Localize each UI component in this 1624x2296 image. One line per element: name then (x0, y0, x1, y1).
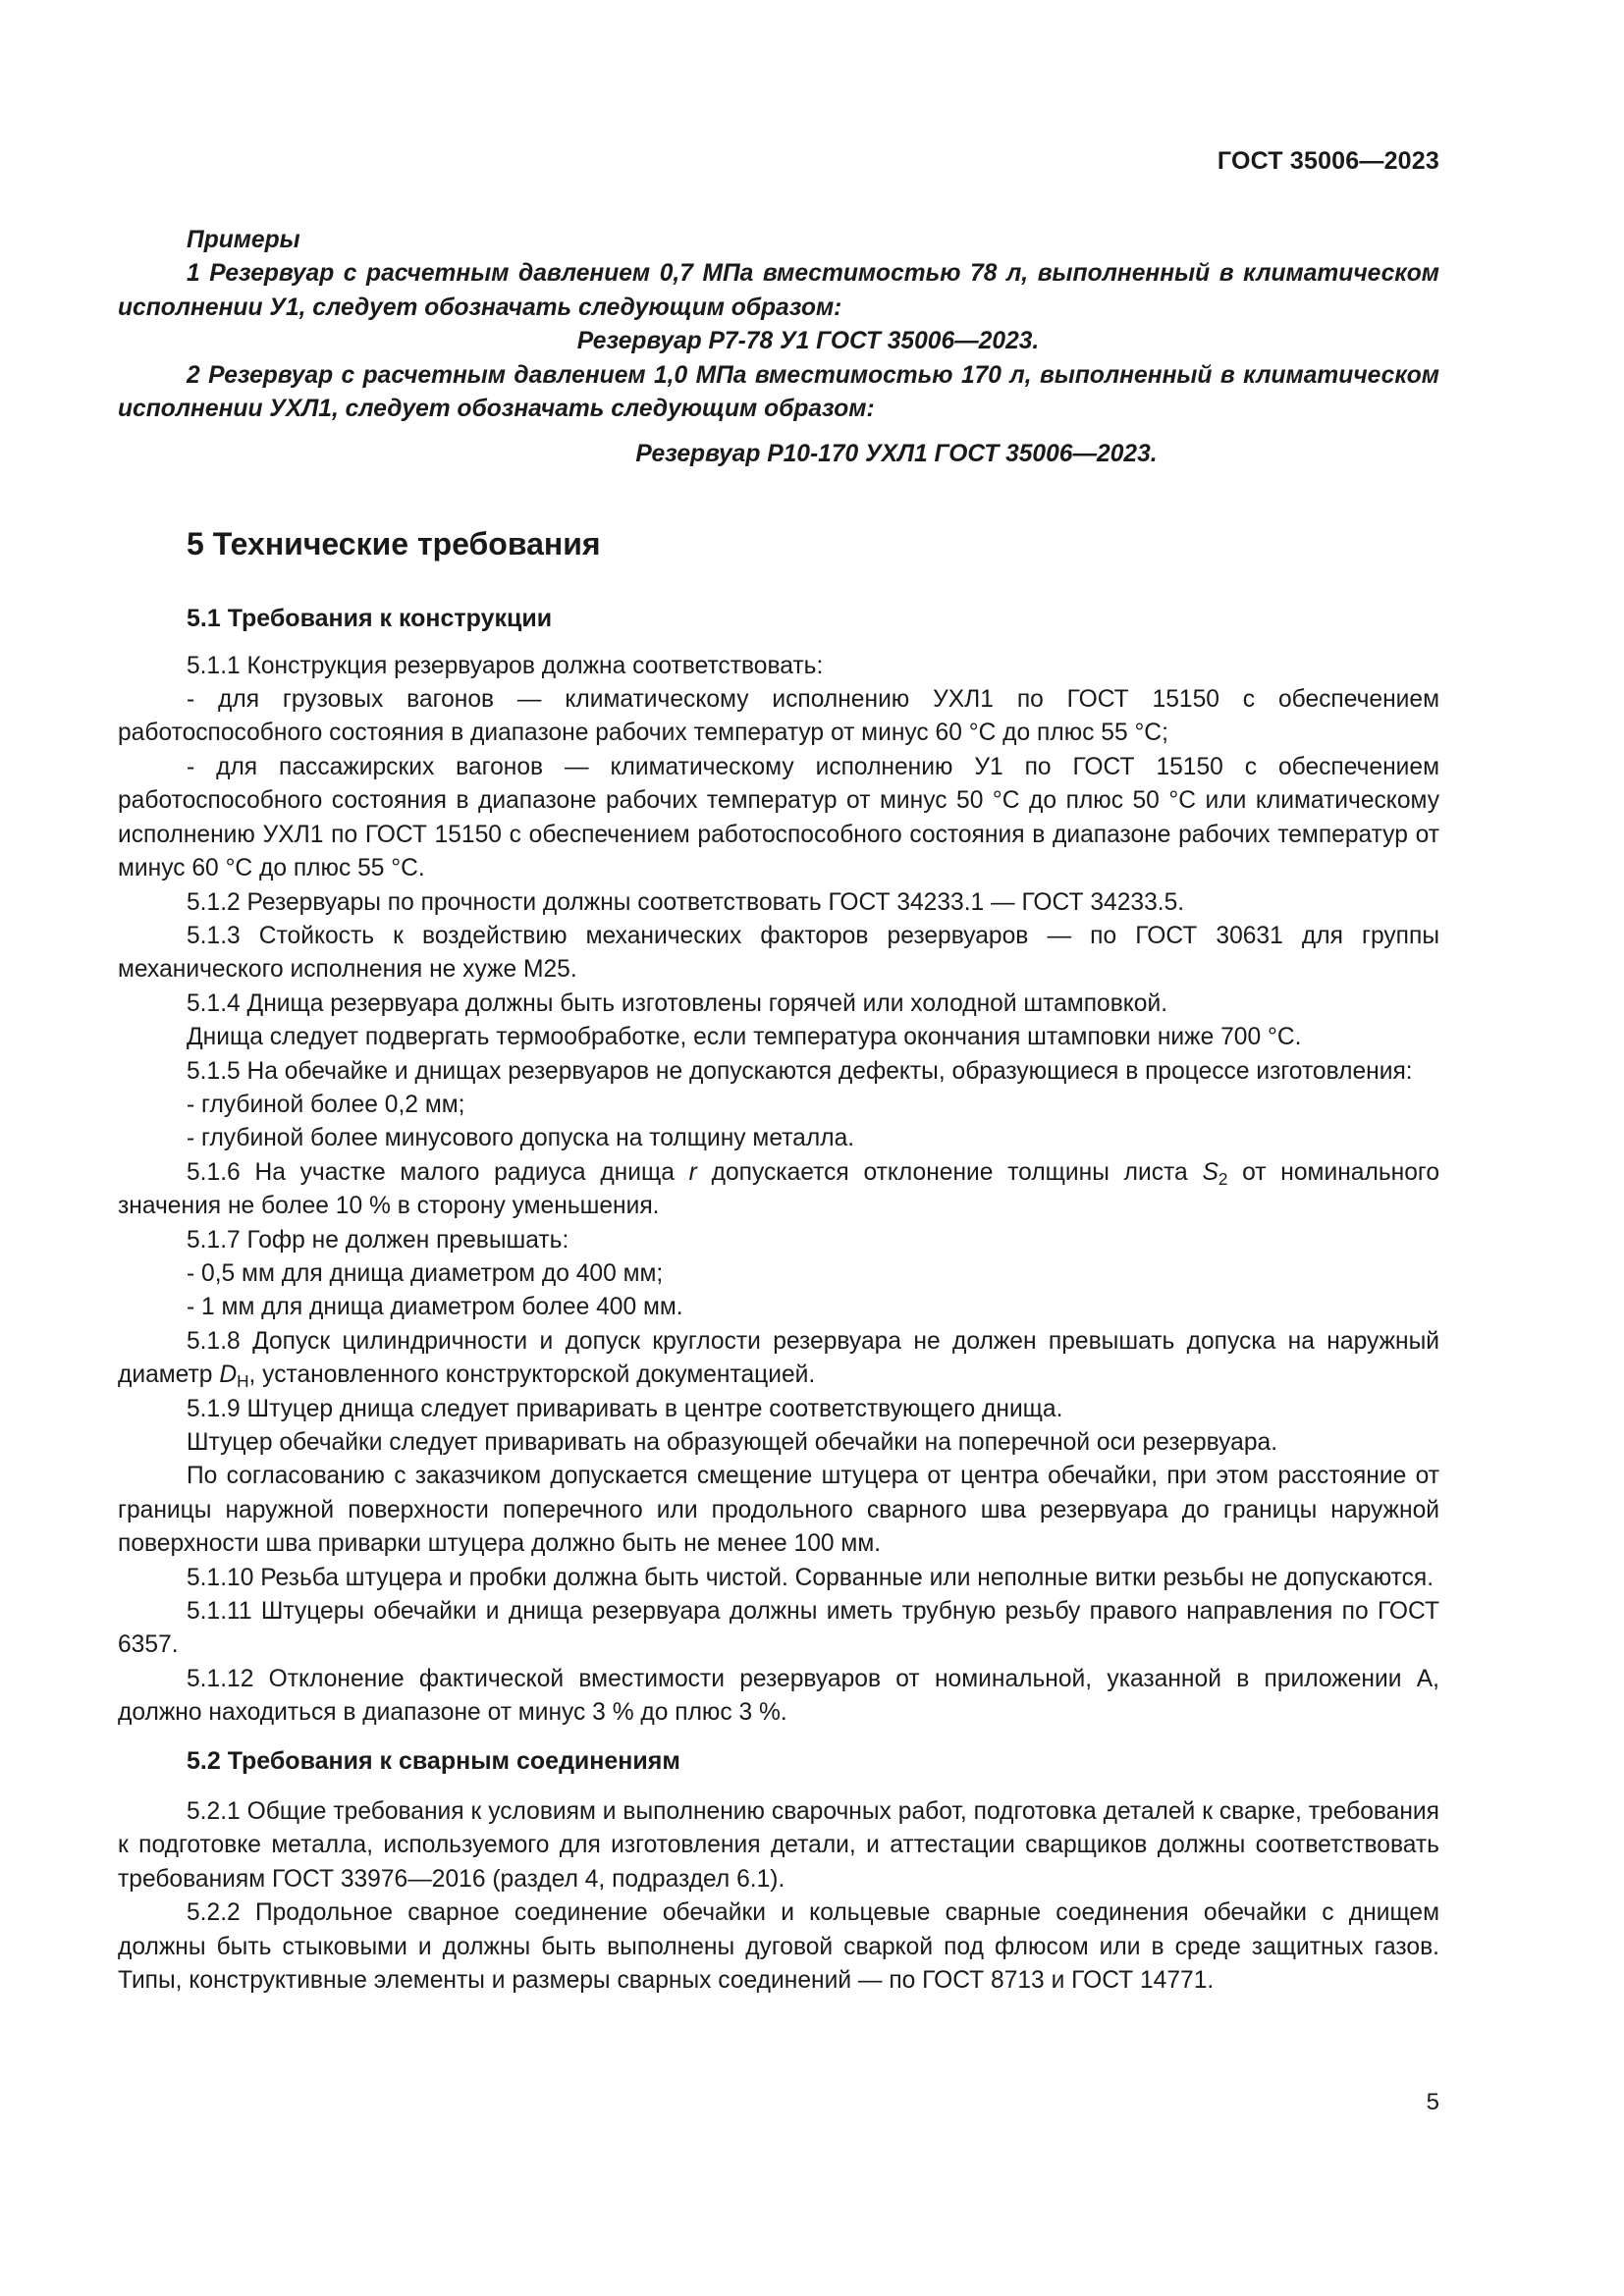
clause-5-1-8-pre: 5.1.8 Допуск цилиндричности и допуск круглости резервуара не должен превышать допуска на наружный диаметр (118, 1327, 1439, 1389)
clause-5-1-7: 5.1.7 Гофр не должен превышать: (187, 1226, 569, 1254)
example-1-text: 1 Резервуар с расчетным давлением 0,7 МПа вместимостью 78 л, выполненный в климатическом исполнении У1, следует обозначать следующим образом: (118, 260, 1439, 321)
subsection-5-2-heading: 5.2 Требования к сварным соединениям (187, 1746, 680, 1775)
clause-5-1-1: 5.1.1 Конструкция резервуаров должна соответствовать: (187, 652, 824, 679)
clause-5-1-1-item-b: - для пассажирских вагонов — климатическому исполнению У1 по ГОСТ 15150 с обеспечением работоспособного состояния в диапазоне рабочих температур от минус 50 °С до плюс 50 °С или климатическому исполнению УХЛ1 по ГОСТ 15150 с обеспечением работоспособного состояния в диапазоне рабочих температур от минус 60 °С до плюс 55 °С. (118, 753, 1439, 882)
clause-5-1-9-b: Штуцер обечайки следует приваривать на образующей обечайки на поперечной оси резервуара. (187, 1429, 1278, 1456)
clause-5-1-6-pre: 5.1.6 На участке малого радиуса днища (187, 1158, 689, 1186)
diameter-symbol: D (219, 1362, 238, 1389)
example-2-text: 2 Резервуар с расчетным давлением 1,0 МПа вместимостью 170 л, выполненный в климатическом исполнении УХЛ1, следует обозначать следующим образом: (118, 361, 1439, 423)
clause-5-1-3: 5.1.3 Стойкость к воздействию механических факторов резервуаров — по ГОСТ 30631 для группы механического исполнения не хуже М25. (118, 922, 1439, 984)
page-content (118, 224, 1439, 1999)
clause-5-1-12: 5.1.12 Отклонение фактической вместимости резервуаров от номинальной, указанной в приложении А, должно находиться в диапазоне от минус 3 % до плюс 3 %. (118, 1665, 1439, 1727)
clause-5-1-1-item-a: - для грузовых вагонов — климатическому исполнению УХЛ1 по ГОСТ 15150 с обеспечением работоспособного состояния в диапазоне рабочих температур от минус 60 °С до плюс 55 °С; (118, 686, 1439, 747)
example-2-designation: Резервуар Р10-170 УХЛ1 ГОСТ 35006—2023. (635, 441, 1158, 468)
radius-symbol: r (688, 1158, 697, 1186)
clause-5-1-4-note: Днища следует подвергать термообработке, если температура окончания штамповки ниже 700 °С. (187, 1024, 1302, 1051)
clause-5-1-8-post: , установленного конструкторской документацией. (248, 1362, 816, 1389)
subsection-5-1-heading: 5.1 Требования к конструкции (187, 605, 553, 633)
clause-5-1-11: 5.1.11 Штуцеры обечайки и днища резервуара должны иметь трубную резьбу правого направления по ГОСТ 6357. (118, 1598, 1439, 1659)
clause-5-1-7-item-b: - 1 мм для днища диаметром более 400 мм. (187, 1294, 683, 1321)
clause-5-1-2: 5.1.2 Резервуары по прочности должны соответствовать ГОСТ 34233.1 — ГОСТ 34233.5. (187, 888, 1185, 916)
clause-5-1-5-item-a: - глубиной более 0,2 мм; (187, 1091, 465, 1118)
clause-5-1-4: 5.1.4 Днища резервуара должны быть изготовлены горячей или холодной штамповкой. (187, 989, 1168, 1017)
thickness-subscript: 2 (1218, 1168, 1228, 1189)
examples-title: Примеры (187, 227, 300, 253)
document-id-header: ГОСТ 35006—2023 (1217, 147, 1439, 175)
clause-5-1-9: 5.1.9 Штуцер днища следует приваривать в центре соответствующего днища. (187, 1395, 1063, 1422)
clause-5-2-2: 5.2.2 Продольное сварное соединение обечайки и кольцевые сварные соединения обечайки с днищем должны быть стыковыми и должны быть выполнены дуговой сваркой под флюсом или в среде защитных газов. Типы, конструктивные элементы и размеры сварных соединений — по ГОСТ 8713 и ГОСТ 14771. (118, 1899, 1439, 1995)
clause-5-1-7-item-a: - 0,5 мм для днища диаметром до 400 мм; (187, 1259, 664, 1287)
thickness-symbol: S (1202, 1158, 1218, 1186)
clause-5-2-1: 5.2.1 Общие требования к условиям и выполнению сварочных работ, подготовка деталей к сварке, требования к подготовке металла, используемого для изготовления детали, и аттестации сварщиков должны соответствовать требованиям ГОСТ 33976—2016 (раздел 4, подраздел 6.1). (118, 1798, 1439, 1893)
example-1-designation: Резервуар Р7-78 У1 ГОСТ 35006—2023. (576, 328, 1040, 355)
clause-5-1-6 (118, 1156, 1439, 1224)
clause-5-1-5-item-b: - глубиной более минусового допуска на толщину металла. (187, 1125, 855, 1152)
diameter-subscript: Н (237, 1371, 249, 1392)
clause-5-1-5: 5.1.5 На обечайке и днищах резервуаров не допускаются дефекты, образующиеся в процессе изготовления: (187, 1057, 1413, 1085)
clause-5-1-6-post: от номинального значения не более 10 % в сторону уменьшения. (118, 1158, 1439, 1220)
clause-5-1-6-mid: допускается отклонение толщины листа (696, 1158, 1203, 1186)
clause-5-1-10: 5.1.10 Резьба штуцера и пробки должна быть чистой. Сорванные или неполные витки резьбы не допускаются. (187, 1564, 1435, 1591)
page-number: 5 (1426, 2089, 1439, 2115)
clause-5-1-8 (118, 1325, 1439, 1393)
clause-5-1-9-c: По согласованию с заказчиком допускается смещение штуцера от центра обечайки, при этом расстояние от границы наружной поверхности поперечного или продольного сварного шва резервуара до границы наружной поверхности шва приварки штуцера должно быть не менее 100 мм. (118, 1463, 1439, 1558)
section-5-heading: 5 Технические требования (187, 525, 601, 561)
